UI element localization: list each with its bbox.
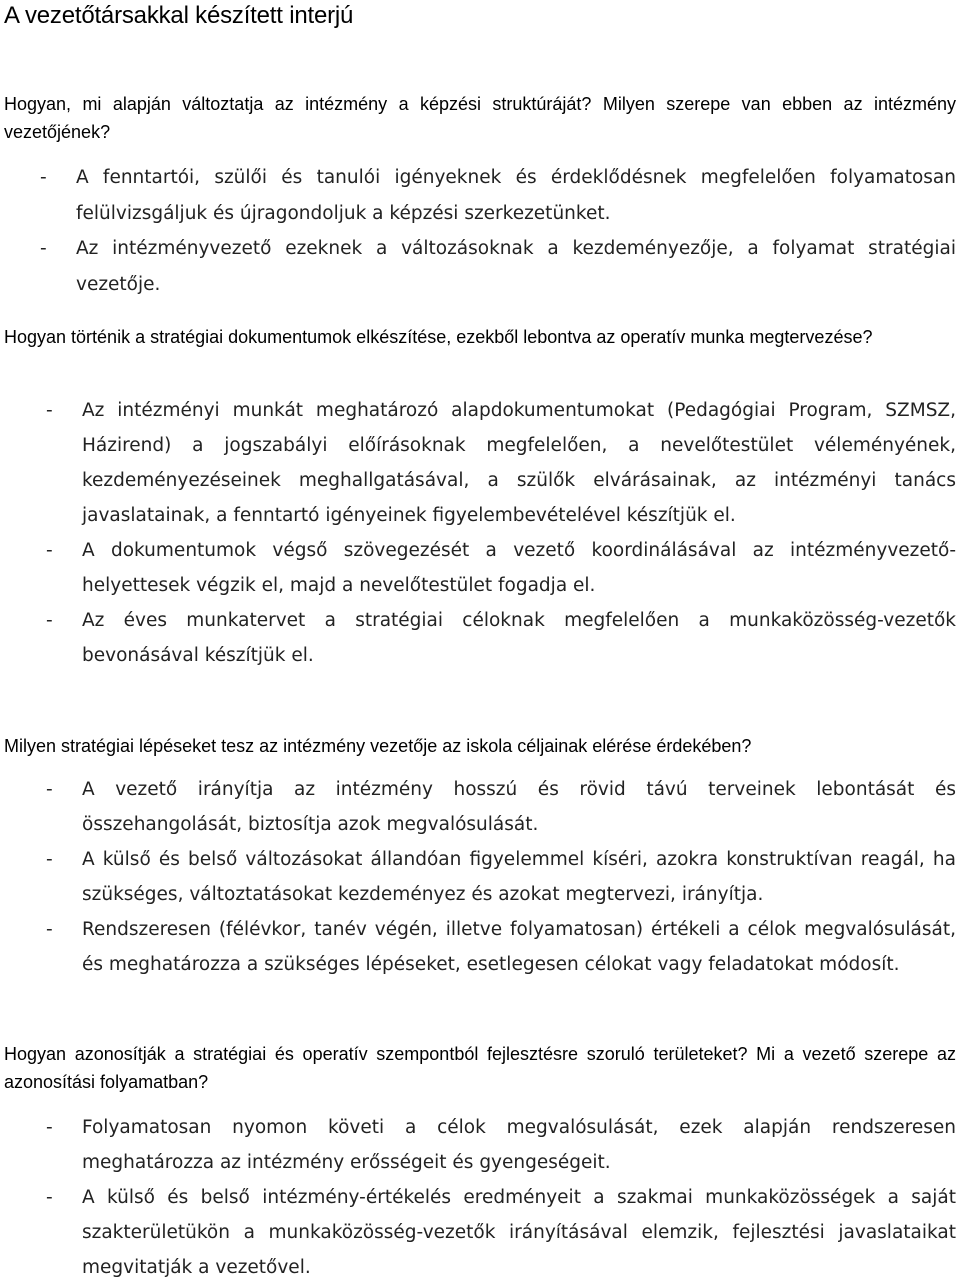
question-3: Milyen stratégiai lépéseket tesz az intézmény vezetője az iskola céljainak elérése érdekében?	[4, 736, 752, 756]
list-item	[46, 1180, 956, 1285]
answer-list-1	[40, 160, 956, 302]
list-item	[40, 231, 956, 302]
question-1: Hogyan, mi alapján változtatja az intézmény a képzési struktúráját? Milyen szerepe van ebben az intézmény vezetőjének?	[4, 94, 956, 142]
list-item-text: A fenntartói, szülői és tanulói igényeknek és érdeklődésnek megfelelően folyamatosan felülvizsgáljuk és újragondoljuk a képzési szerkezetünket.	[76, 167, 956, 224]
list-item	[46, 393, 956, 533]
answer-list-2	[46, 393, 956, 673]
list-item-text: A vezető irányítja az intézmény hosszú és rövid távú terveinek lebontását és összehangolását, biztosítja azok megvalósulását.	[82, 779, 956, 835]
bullet-dash: -	[40, 167, 47, 188]
answer-list-3	[46, 772, 956, 982]
list-item	[46, 1110, 956, 1180]
list-item	[46, 772, 956, 842]
list-item-text: Az éves munkatervet a stratégiai céloknak megfelelően a munkaközösség-vezetők bevonásával készítjük el.	[82, 610, 956, 666]
question-2: Hogyan történik a stratégiai dokumentumok elkészítése, ezekből lebontva az operatív munka megtervezése?	[4, 327, 873, 347]
list-item-text: Rendszeresen (félévkor, tanév végén, illetve folyamatosan) értékeli a célok megvalósulását, és meghatározza a szükséges lépéseket, esetlegesen célokat vagy feladatokat módosít.	[82, 919, 956, 975]
bullet-dash: -	[46, 919, 53, 940]
bullet-dash: -	[40, 238, 47, 259]
list-item-text: Az intézményi munkát meghatározó alapdokumentumokat (Pedagógiai Program, SZMSZ, Házirend) a jogszabályi előírásoknak megfelelően, a nevelőtestület véleményének, kezdeményezéseinek meghallgatásával, a szülők elvárásainak, az intézményi tanács javaslatainak, a fenntartó igényeinek figyelembevételével készítjük el.	[82, 400, 956, 526]
document-title: A vezetőtársakkal készített interjú	[4, 2, 354, 29]
list-item-text: A külső és belső intézmény-értékelés eredményeit a szakmai munkaközösségek a saját szakterületükön a munkaközösség-vezetők irányításával elemzik, fejlesztési javaslataikat megvitatják a vezetővel.	[82, 1187, 956, 1278]
list-item-text: Az intézményvezető ezeknek a változásoknak a kezdeményezője, a folyamat stratégiai vezetője.	[76, 238, 956, 295]
list-item	[46, 603, 956, 673]
bullet-dash: -	[46, 849, 53, 870]
bullet-dash: -	[46, 779, 53, 800]
list-item-text: A külső és belső változásokat állandóan figyelemmel kíséri, azokra konstruktívan reagál, ha szükséges, változtatásokat kezdeményez és azokat megtervezi, irányítja.	[82, 849, 956, 905]
list-item	[46, 842, 956, 912]
list-item-text: Folyamatosan nyomon követi a célok megvalósulását, ezek alapján rendszeresen meghatározza az intézmény erősségeit és gyengeségeit.	[82, 1117, 956, 1173]
bullet-dash: -	[46, 610, 53, 631]
bullet-dash: -	[46, 1117, 53, 1138]
list-item	[46, 533, 956, 603]
list-item	[40, 160, 956, 231]
list-item-text: A dokumentumok végső szövegezését a vezető koordinálásával az intézményvezető-helyettesek végzik el, majd a nevelőtestület fogadja el.	[82, 540, 956, 596]
list-item	[46, 912, 956, 982]
bullet-dash: -	[46, 1187, 53, 1208]
answer-list-4	[46, 1110, 956, 1285]
question-4: Hogyan azonosítják a stratégiai és operatív szempontból fejlesztésre szoruló területeket? Mi a vezető szerepe az azonosítási folyamatban?	[4, 1044, 956, 1092]
bullet-dash: -	[46, 540, 53, 561]
bullet-dash: -	[46, 400, 53, 421]
